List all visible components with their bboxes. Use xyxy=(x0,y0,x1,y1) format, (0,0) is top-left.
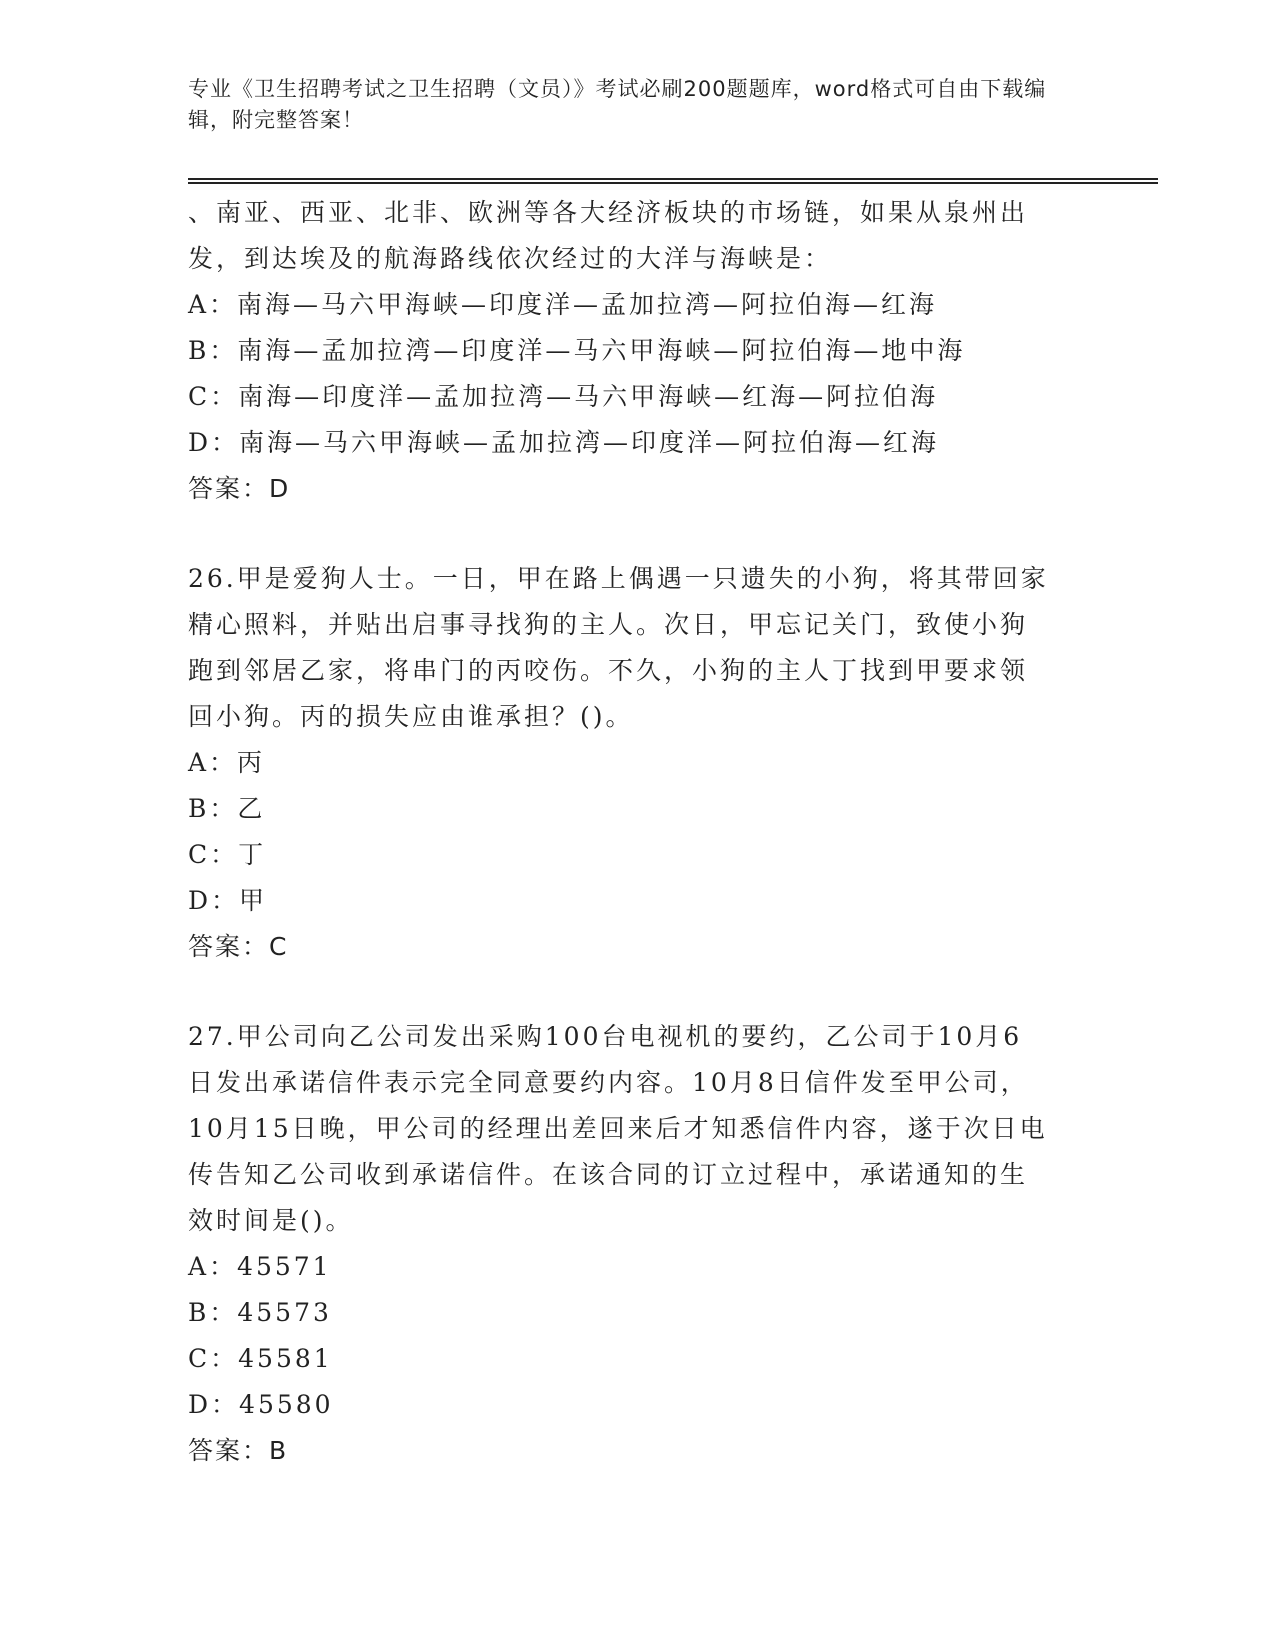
question-block xyxy=(188,556,1088,970)
option-d: D：甲 xyxy=(188,886,268,915)
option-d: D：南海—马六甲海峡—孟加拉湾—印度洋—阿拉伯海—红海 xyxy=(188,428,940,457)
option-c: C：丁 xyxy=(188,840,267,869)
question-stem-line: 效时间是()。 xyxy=(188,1206,354,1235)
answer-line: 答案：B xyxy=(188,1436,289,1465)
option-b: B：45573 xyxy=(188,1298,332,1327)
question-block xyxy=(188,190,1088,512)
option-b: B：南海—孟加拉湾—印度洋—马六甲海峡—阿拉伯海—地中海 xyxy=(188,336,966,365)
question-stem-line: 回小狗。丙的损失应由谁承担？()。 xyxy=(188,702,634,731)
document-header: 专业《卫生招聘考试之卫生招聘（文员）》考试必刷200题题库，word格式可自由下载编辑，附完整答案！ xyxy=(188,77,1047,132)
question-stem-line: 27.甲公司向乙公司发出采购100台电视机的要约，乙公司于10月6 xyxy=(188,1022,1023,1051)
answer-line: 答案：C xyxy=(188,932,289,961)
header-divider xyxy=(188,178,1158,184)
question-stem-line: 跑到邻居乙家，将串门的丙咬伤。不久，小狗的主人丁找到甲要求领 xyxy=(188,656,1029,685)
question-stem-line: 传告知乙公司收到承诺信件。在该合同的订立过程中，承诺通知的生 xyxy=(188,1160,1029,1189)
question-stem-line: 精心照料，并贴出启事寻找狗的主人。次日，甲忘记关门，致使小狗 xyxy=(188,610,1029,639)
option-b: B：乙 xyxy=(188,794,266,823)
question-stem-line: 日发出承诺信件表示完全同意要约内容。10月8日信件发至甲公司， xyxy=(188,1068,1029,1097)
document-body xyxy=(188,190,1088,1474)
option-a: A：南海—马六甲海峡—印度洋—孟加拉湾—阿拉伯海—红海 xyxy=(188,290,938,319)
option-d: D：45580 xyxy=(188,1390,334,1419)
question-block xyxy=(188,1014,1088,1474)
option-a: A：丙 xyxy=(188,748,266,777)
option-a: A：45571 xyxy=(188,1252,332,1281)
question-stem-line: 26.甲是爱狗人士。一日，甲在路上偶遇一只遗失的小狗，将其带回家 xyxy=(188,564,1049,593)
option-c: C：45581 xyxy=(188,1344,333,1373)
answer-line: 答案：D xyxy=(188,474,291,503)
question-stem-line: 发，到达埃及的航海路线依次经过的大洋与海峡是： xyxy=(188,244,833,273)
question-stem-line: 、南亚、西亚、北非、欧洲等各大经济板块的市场链，如果从泉州出 xyxy=(188,198,1029,227)
option-c: C：南海—印度洋—孟加拉湾—马六甲海峡—红海—阿拉伯海 xyxy=(188,382,939,411)
question-stem-line: 10月15日晚，甲公司的经理出差回来后才知悉信件内容，遂于次日电 xyxy=(188,1114,1048,1143)
